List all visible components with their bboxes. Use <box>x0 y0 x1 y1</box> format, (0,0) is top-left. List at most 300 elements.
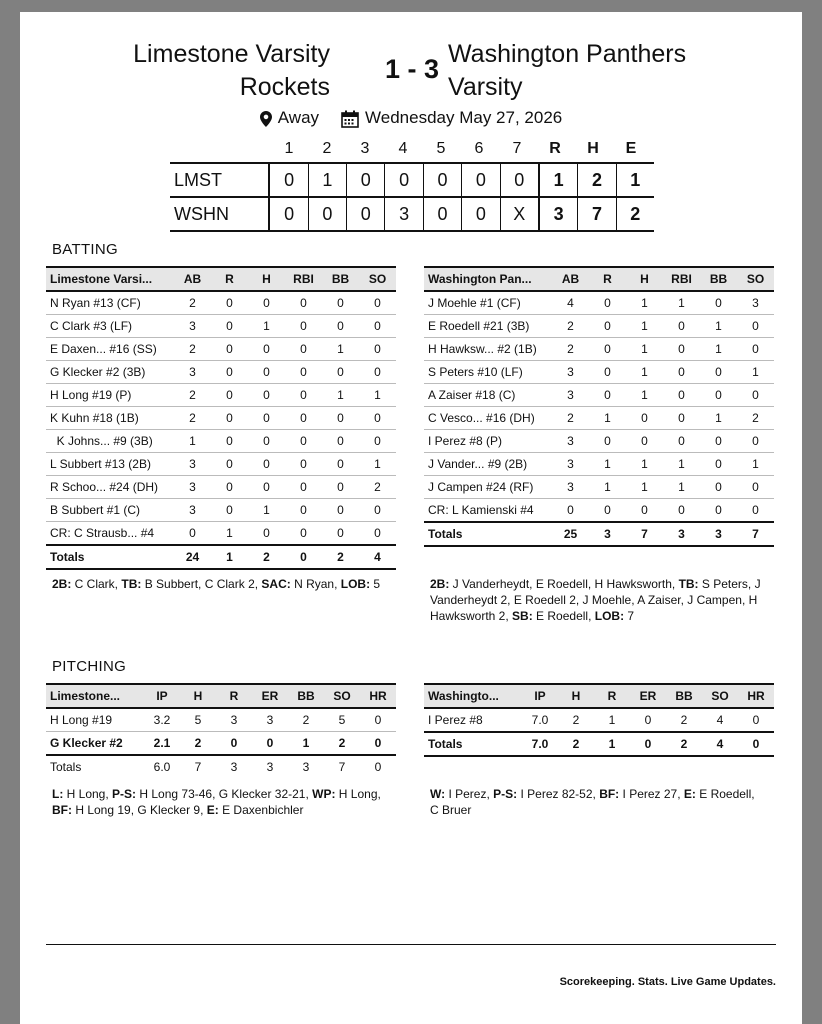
total-cell: 3 <box>302 760 310 774</box>
inning-header: 3 <box>360 140 370 157</box>
total-cell: 0 <box>630 732 666 756</box>
table-row <box>424 361 774 384</box>
stat-cell: 0 <box>211 476 248 499</box>
note-label: LOB: <box>594 609 625 623</box>
stat-cell: 3 <box>552 384 589 407</box>
stat-cell: 1 <box>700 407 737 430</box>
total-cell: 3 <box>663 522 700 546</box>
stat-cell: 0 <box>589 430 626 453</box>
column-header: HR <box>360 684 396 708</box>
stat-cell: 1 <box>626 361 663 384</box>
stat-cell: 0 <box>737 315 774 338</box>
stat-cell: 2 <box>174 407 211 430</box>
stat-cell: 0 <box>285 338 322 361</box>
note-text: E Roedell, C Bruer <box>430 787 755 817</box>
stat-cell: 0 <box>359 407 396 430</box>
note-text: B Subbert, C Clark 2, <box>141 577 262 591</box>
inning-header: 4 <box>398 140 408 157</box>
stat-cell: 1 <box>626 384 663 407</box>
stat-cell: 0 <box>322 315 359 338</box>
note-text: N Ryan, <box>290 577 341 591</box>
inning-score: 0 <box>500 164 538 196</box>
player-name: J Moehle #1 (CF) <box>424 291 552 315</box>
table-header-row <box>424 684 774 708</box>
note-text: S Peters, J Vanderheydt 2, E Roedell 2, J Moehle, A Zaiser, J Campen, H Hawksworth 2, <box>430 577 761 623</box>
player-name: H Long #19 <box>46 708 144 732</box>
stat-cell: 0 <box>589 291 626 315</box>
column-header: R <box>211 267 248 291</box>
team-column-header: Limestone... <box>46 684 144 708</box>
stat-cell: 0 <box>248 338 285 361</box>
stat-cell: 0 <box>211 407 248 430</box>
column-header: H <box>248 267 285 291</box>
column-header: RBI <box>285 267 322 291</box>
player-name: A Zaiser #18 (C) <box>424 384 552 407</box>
table-row <box>46 430 396 453</box>
stat-cell: 0 <box>285 453 322 476</box>
stat-cell: 0 <box>663 499 700 523</box>
stat-cell: 1 <box>589 407 626 430</box>
note-text: I Perez 27, <box>619 787 684 801</box>
stat-cell: 2 <box>666 708 702 732</box>
total-cell: 7 <box>737 522 774 546</box>
stat-cell: 0 <box>359 522 396 546</box>
stat-cell: 1 <box>737 453 774 476</box>
team-abbr: WSHN <box>174 203 229 224</box>
totals-label: Totals <box>424 732 522 756</box>
note-text: H Long, <box>63 787 113 801</box>
stat-cell: 1 <box>322 338 359 361</box>
line-score <box>170 140 654 232</box>
total-cell: 4 <box>359 545 396 569</box>
stat-cell: 1 <box>626 338 663 361</box>
total-cell: 2 <box>558 732 594 756</box>
player-name: E Daxen... #16 (SS) <box>46 338 174 361</box>
stat-cell: 0 <box>360 732 396 756</box>
note-text: I Perez, <box>445 787 494 801</box>
column-header: ER <box>630 684 666 708</box>
stat-cell: 3 <box>737 291 774 315</box>
table-row <box>46 361 396 384</box>
table-row <box>46 476 396 499</box>
stat-cell: 3 <box>174 499 211 522</box>
stat-cell: 0 <box>663 361 700 384</box>
table-row <box>46 407 396 430</box>
inning-score: X <box>500 198 538 230</box>
stat-cell: 0 <box>285 430 322 453</box>
table-row <box>424 407 774 430</box>
note-label: 2B: <box>430 577 450 591</box>
errors-header: E <box>625 140 637 157</box>
player-name: B Subbert #1 (C) <box>46 499 174 522</box>
stat-cell: 1 <box>248 499 285 522</box>
player-name: S Peters #10 (LF) <box>424 361 552 384</box>
pitching-notes-home <box>52 786 382 818</box>
stat-cell: 1 <box>589 476 626 499</box>
stat-cell: 0 <box>738 708 774 732</box>
team-column-header: Washington Pan... <box>424 267 552 291</box>
hits-header: H <box>587 140 599 157</box>
table-row <box>46 453 396 476</box>
stat-cell: 0 <box>322 522 359 546</box>
stat-cell: 0 <box>248 384 285 407</box>
note-label: BF: <box>599 787 620 801</box>
hits-total: 2 <box>577 164 615 196</box>
total-cell: 0 <box>738 732 774 756</box>
inning-score: 1 <box>308 164 346 196</box>
runs-total: 3 <box>538 198 577 230</box>
stat-cell: 2 <box>174 291 211 315</box>
stat-cell: 2 <box>552 407 589 430</box>
line-score-header <box>170 140 654 162</box>
column-header: ER <box>252 684 288 708</box>
inning-score: 0 <box>423 164 461 196</box>
column-header: R <box>589 267 626 291</box>
stat-cell: 0 <box>359 315 396 338</box>
stat-cell: 1 <box>248 315 285 338</box>
stat-cell: 0 <box>248 522 285 546</box>
inning-score: 0 <box>308 198 346 230</box>
line-score-row-away <box>170 196 654 232</box>
player-name: K Kuhn #18 (1B) <box>46 407 174 430</box>
note-text: C Clark, <box>71 577 122 591</box>
player-name: L Subbert #13 (2B) <box>46 453 174 476</box>
totals-row <box>46 755 396 778</box>
map-pin-icon <box>260 108 272 128</box>
inning-header: 2 <box>322 140 332 157</box>
team-column-header: Washingto... <box>424 684 522 708</box>
player-name: H Long #19 (P) <box>46 384 174 407</box>
note-label: SAC: <box>261 577 291 591</box>
stat-cell: 0 <box>552 499 589 523</box>
total-cell: 0 <box>374 760 382 774</box>
player-name: R Schoo... #24 (DH) <box>46 476 174 499</box>
stat-cell: 2 <box>174 338 211 361</box>
player-name: CR: L Kamienski #4 <box>424 499 552 523</box>
column-header: RBI <box>663 267 700 291</box>
totals-label: Totals <box>46 545 174 569</box>
footer-divider <box>46 944 776 945</box>
stat-cell: 0 <box>322 291 359 315</box>
stat-cell: 0 <box>322 499 359 522</box>
inning-header: 6 <box>474 140 484 157</box>
stat-cell: 1 <box>288 732 324 756</box>
total-cell: 7 <box>626 522 663 546</box>
batting-notes-away <box>430 576 776 624</box>
stat-cell: 0 <box>589 499 626 523</box>
stat-cell: 0 <box>700 430 737 453</box>
stat-cell: 0 <box>211 361 248 384</box>
total-cell: 3 <box>589 522 626 546</box>
note-text: I Perez 82-52, <box>517 787 600 801</box>
pitching-section-title: PITCHING <box>52 658 127 675</box>
column-header: BB <box>666 684 702 708</box>
stat-cell: 0 <box>285 361 322 384</box>
stat-cell: 0 <box>322 430 359 453</box>
pitching-table-home <box>46 683 396 778</box>
table-row <box>46 522 396 546</box>
stat-cell: 0 <box>211 315 248 338</box>
stat-cell: 4 <box>552 291 589 315</box>
note-text: J Vanderheydt, E Roedell, H Hawksworth, <box>449 577 679 591</box>
stat-cell: 3 <box>174 476 211 499</box>
player-name: E Roedell #21 (3B) <box>424 315 552 338</box>
calendar-icon <box>341 108 359 128</box>
note-label: P-S: <box>112 787 137 801</box>
stat-cell: 3 <box>252 708 288 732</box>
stat-cell: 0 <box>285 499 322 522</box>
runs-total: 1 <box>538 164 577 196</box>
note-text: H Long, <box>335 787 381 801</box>
column-header: R <box>594 684 630 708</box>
stat-cell: 3 <box>552 361 589 384</box>
box-score-page <box>20 12 802 1024</box>
player-name: H Hawksw... #2 (1B) <box>424 338 552 361</box>
stat-cell: 0 <box>700 499 737 523</box>
note-label: LOB: <box>340 577 371 591</box>
stat-cell: 1 <box>663 453 700 476</box>
column-header: AB <box>174 267 211 291</box>
stat-cell: 3 <box>174 453 211 476</box>
total-cell: 3 <box>700 522 737 546</box>
stat-cell: 0 <box>322 407 359 430</box>
location-label: Away <box>277 108 320 127</box>
stat-cell: 5 <box>180 708 216 732</box>
stat-cell: 0 <box>359 499 396 522</box>
stat-cell: 3 <box>552 453 589 476</box>
stat-cell: 0 <box>663 338 700 361</box>
stat-cell: 3 <box>216 708 252 732</box>
stat-cell: 0 <box>630 708 666 732</box>
total-cell: 1 <box>211 545 248 569</box>
table-row <box>424 708 774 732</box>
stat-cell: 0 <box>248 407 285 430</box>
stat-cell: 0 <box>285 407 322 430</box>
player-name: G Klecker #2 (3B) <box>46 361 174 384</box>
player-name: CR: C Strausb... #4 <box>46 522 174 546</box>
note-label: P-S: <box>493 787 518 801</box>
total-cell: 3 <box>266 760 274 774</box>
batting-table-home <box>46 266 396 570</box>
stat-cell: 0 <box>737 338 774 361</box>
player-name: I Perez #8 (P) <box>424 430 552 453</box>
note-label: L: <box>52 787 64 801</box>
note-text: H Long 19, G Klecker 9, <box>72 803 207 817</box>
inning-score: 0 <box>423 198 461 230</box>
stat-cell: 0 <box>737 430 774 453</box>
stat-cell: 0 <box>322 453 359 476</box>
player-name: I Perez #8 <box>424 708 522 732</box>
column-header: SO <box>702 684 738 708</box>
final-score: 1 - 3 <box>384 54 440 84</box>
note-label: BF: <box>52 803 72 817</box>
total-cell: 0 <box>285 545 322 569</box>
player-name: J Vander... #9 (2B) <box>424 453 552 476</box>
stat-cell: 3 <box>174 315 211 338</box>
inning-score: 0 <box>268 198 307 230</box>
table-row <box>46 732 396 756</box>
note-label: SB: <box>512 609 533 623</box>
inning-score: 3 <box>384 198 422 230</box>
stat-cell: 2 <box>180 732 216 756</box>
stat-cell: 0 <box>589 384 626 407</box>
total-cell: 7 <box>194 760 202 774</box>
total-cell: 2 <box>248 545 285 569</box>
stat-cell: 1 <box>174 430 211 453</box>
stat-cell: 0 <box>285 315 322 338</box>
column-header: H <box>180 684 216 708</box>
inning-score: 0 <box>268 164 307 196</box>
line-score-row-home <box>170 162 654 196</box>
player-name: C Vesco... #16 (DH) <box>424 407 552 430</box>
stat-cell: 2 <box>552 338 589 361</box>
stat-cell: 1 <box>663 291 700 315</box>
stat-cell: 1 <box>626 291 663 315</box>
column-header: SO <box>359 267 396 291</box>
table-header-row <box>46 267 396 291</box>
table-row <box>424 291 774 315</box>
stat-cell: 0 <box>211 430 248 453</box>
stat-cell: 2 <box>288 708 324 732</box>
stat-cell: 0 <box>322 361 359 384</box>
footer-tagline: Scorekeeping. Stats. Live Game Updates. <box>559 976 776 988</box>
total-cell: 3 <box>230 760 238 774</box>
stat-cell: 0 <box>211 384 248 407</box>
note-label: E: <box>683 787 696 801</box>
stat-cell: 0 <box>626 430 663 453</box>
stat-cell: 2 <box>552 315 589 338</box>
note-text: 5 <box>370 577 381 591</box>
table-row <box>424 453 774 476</box>
note-label: TB: <box>121 577 142 591</box>
stat-cell: 1 <box>626 476 663 499</box>
table-row <box>46 708 396 732</box>
note-label: W: <box>430 787 446 801</box>
table-row <box>46 315 396 338</box>
stat-cell: 1 <box>322 384 359 407</box>
errors-total: 1 <box>616 164 654 196</box>
note-text: E Daxenbichler <box>218 803 304 817</box>
stat-cell: 0 <box>360 708 396 732</box>
stat-cell: 0 <box>216 732 252 756</box>
totals-row <box>46 545 396 569</box>
stat-cell: 0 <box>248 453 285 476</box>
player-name: C Clark #3 (LF) <box>46 315 174 338</box>
stat-cell: 2.1 <box>144 732 180 756</box>
inning-score: 0 <box>346 198 384 230</box>
stat-cell: 2 <box>324 732 360 756</box>
stat-cell: 0 <box>589 315 626 338</box>
stat-cell: 0 <box>211 291 248 315</box>
errors-total: 2 <box>616 198 654 230</box>
stat-cell: 0 <box>737 384 774 407</box>
column-header: H <box>626 267 663 291</box>
totals-row <box>424 732 774 756</box>
stat-cell: 0 <box>285 476 322 499</box>
note-label: E: <box>206 803 219 817</box>
stat-cell: 0 <box>626 499 663 523</box>
stat-cell: 0 <box>211 499 248 522</box>
stat-cell: 0 <box>211 453 248 476</box>
batting-notes-home <box>52 576 382 592</box>
table-row <box>424 499 774 523</box>
total-cell: 2 <box>666 732 702 756</box>
stat-cell: 0 <box>359 338 396 361</box>
player-name: G Klecker #2 <box>46 732 144 756</box>
stat-cell: 0 <box>700 361 737 384</box>
stat-cell: 0 <box>211 338 248 361</box>
stat-cell: 2 <box>174 384 211 407</box>
stat-cell: 0 <box>285 291 322 315</box>
column-header: BB <box>700 267 737 291</box>
table-row <box>46 384 396 407</box>
team-abbr: LMST <box>174 169 223 190</box>
stat-cell: 0 <box>589 361 626 384</box>
column-header: AB <box>552 267 589 291</box>
column-header: IP <box>144 684 180 708</box>
inning-header: 5 <box>436 140 446 157</box>
stat-cell: 2 <box>737 407 774 430</box>
note-text: H Long 73-46, G Klecker 32-21, <box>136 787 313 801</box>
note-label: 2B: <box>52 577 72 591</box>
stat-cell: 3 <box>552 476 589 499</box>
stat-cell: 1 <box>211 522 248 546</box>
note-text: E Roedell, <box>532 609 595 623</box>
batting-section-title: BATTING <box>52 241 118 258</box>
hits-total: 7 <box>577 198 615 230</box>
runs-header: R <box>549 140 561 157</box>
team-column-header: Limestone Varsi... <box>46 267 174 291</box>
stat-cell: 0 <box>248 430 285 453</box>
inning-score: 0 <box>461 198 499 230</box>
table-header-row <box>424 267 774 291</box>
stat-cell: 0 <box>663 430 700 453</box>
table-row <box>424 476 774 499</box>
table-row <box>424 384 774 407</box>
stat-cell: 0 <box>663 315 700 338</box>
stat-cell: 0 <box>359 291 396 315</box>
table-row <box>46 338 396 361</box>
column-header: HR <box>738 684 774 708</box>
totals-label: Totals <box>50 760 82 774</box>
stat-cell: 2 <box>359 476 396 499</box>
stat-cell: 0 <box>737 499 774 523</box>
pitching-notes-away <box>430 786 760 818</box>
inning-score: 0 <box>384 164 422 196</box>
column-header: H <box>558 684 594 708</box>
column-header: BB <box>288 684 324 708</box>
column-header: IP <box>522 684 558 708</box>
column-header: SO <box>324 684 360 708</box>
totals-label: Totals <box>424 522 552 546</box>
stat-cell: 3.2 <box>144 708 180 732</box>
totals-row <box>424 522 774 546</box>
stat-cell: 0 <box>322 476 359 499</box>
table-header-row <box>46 684 396 708</box>
note-label: TB: <box>678 577 699 591</box>
stat-cell: 0 <box>252 732 288 756</box>
player-name: J Campen #24 (RF) <box>424 476 552 499</box>
table-row <box>424 338 774 361</box>
note-label: WP: <box>312 787 336 801</box>
stat-cell: 1 <box>594 708 630 732</box>
game-meta <box>20 108 802 128</box>
stat-cell: 1 <box>626 315 663 338</box>
total-cell: 1 <box>594 732 630 756</box>
stat-cell: 1 <box>700 315 737 338</box>
game-header <box>20 38 802 102</box>
stat-cell: 0 <box>248 361 285 384</box>
